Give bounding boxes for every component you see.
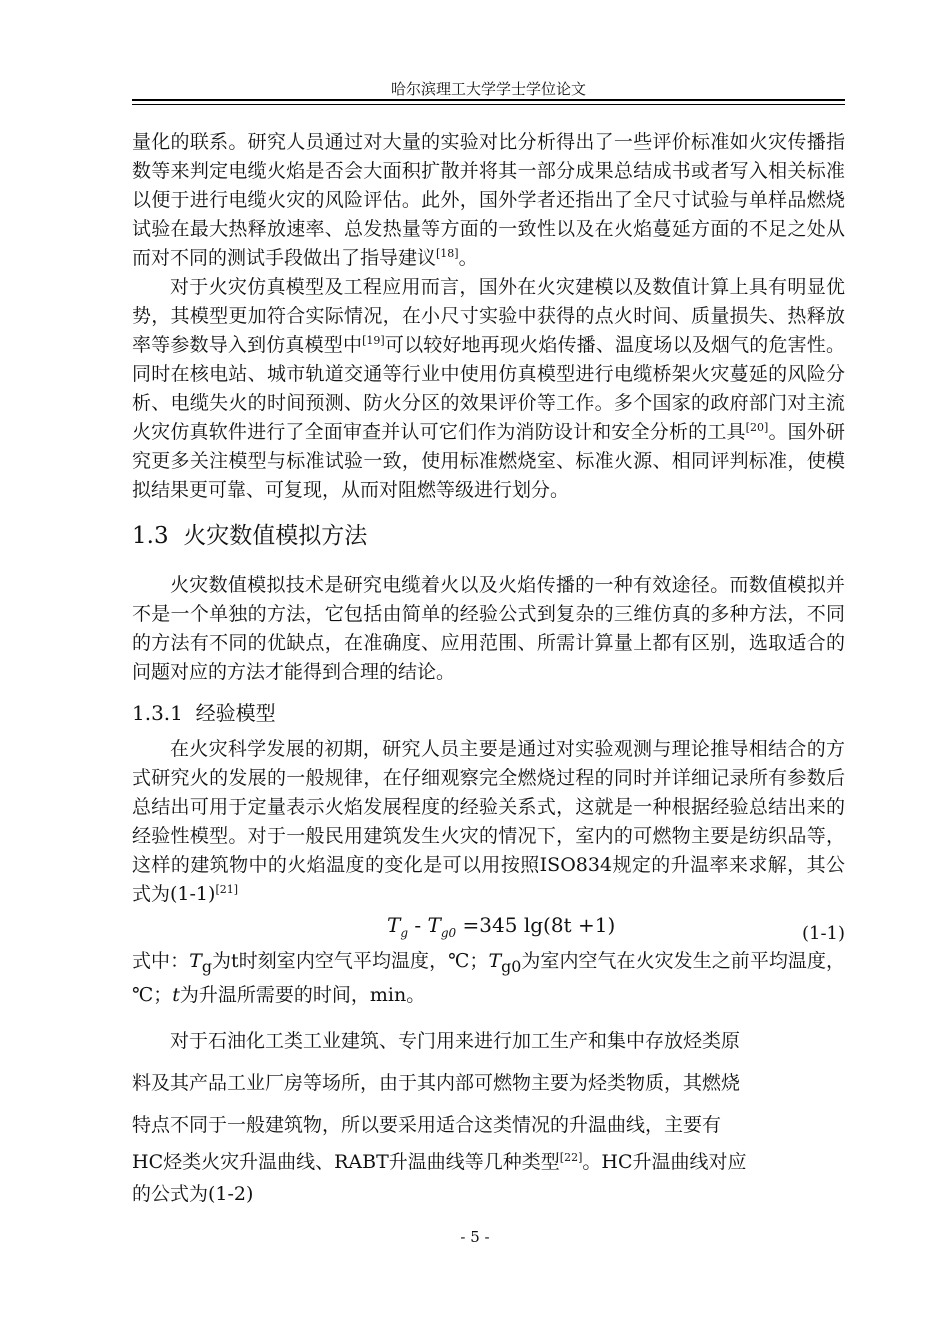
paragraph-4 (132, 735, 845, 909)
paragraph-3: 火灾数值模拟技术是研究电缆着火以及火焰传播的一种有效途径。而数值模拟并不是一个单独的方法，它包括由简单的经验公式到复杂的三维仿真的多种方法，不同的方法有不同的优缺点，在准确度、应用范围、所需计算量上都有区别，选取适合的问题对应的方法才能得到合理的结论。 (132, 574, 845, 683)
page-body (132, 128, 845, 1210)
paragraph-6-line-4-tail: 。HC升温曲线对应 (582, 1150, 747, 1173)
var-tg-sub: g (201, 956, 212, 976)
paragraph-6-line-5: 的公式为(1-2) (132, 1182, 254, 1205)
section-number: 1.3 (132, 523, 169, 549)
citation-20: [20] (745, 421, 769, 434)
paragraph-6-line-4 (132, 1146, 845, 1178)
equation-number: (1-1) (801, 923, 845, 944)
paragraph-5 (132, 947, 845, 1010)
paragraph-2 (132, 273, 845, 505)
section-heading-1-3 (132, 519, 845, 553)
var-tg-desc: 为t时刻室内空气平均温度，℃； (211, 950, 489, 972)
var-tg0-desc: 为室内空气在火灾发生之前平均温度，℃； (132, 950, 845, 1006)
citation-18: [18] (436, 247, 459, 260)
citation-21: [21] (215, 883, 239, 896)
paragraph-1-tail: 。 (458, 247, 478, 269)
subsection-number: 1.3.1 (132, 701, 183, 725)
eq-var-t2: T (427, 913, 441, 937)
citation-19: [19] (362, 334, 385, 347)
eq-sub-g0: g0 (440, 926, 457, 940)
eq-minus: - (408, 913, 428, 937)
paragraph-2-b: 可以较好地再现火焰传播、温度场以及烟气的危害性。同时在核电站、城市轨道交通等行业中使用仿真模型进行电缆桥架火灾蔓延的风险分析、电缆失火的时间预测、防火分区的效果评价等工作。多个国家的政府部门对主流火灾仿真软件进行了全面审查并认可它们作为消防设计和安全分析的工具 (132, 334, 845, 443)
eq-sub-g: g (400, 926, 409, 940)
paragraph-2-c: 。国外研究更多关注模型与标准试验一致，使用标准燃烧室、标准火源、相同评判标准，使模拟结果更可靠、可复现，从而对阻燃等级进行划分。 (132, 421, 845, 501)
paragraph-6-line-4-text: HC烃类火灾升温曲线、RABT升温曲线等几种类型 (132, 1150, 560, 1173)
page-number: - 5 - (460, 1228, 490, 1246)
var-t: t (172, 983, 180, 1006)
paragraph-2-a: 对于火灾仿真模型及工程应用而言，国外在火灾建模以及数值计算上具有明显优势，其模型更加符合实际情况，在小尺寸实验中获得的点火时间、质量损失、热释放率等参数导入到仿真模型中 (132, 276, 845, 356)
paragraph-6-line-2: 料及其产品工业厂房等场所，由于其内部可燃物主要为烃类物质，其燃烧 (132, 1071, 741, 1094)
var-t-desc: 为升温所需要的时间，min。 (179, 983, 426, 1006)
equation-1-1 (132, 911, 845, 947)
var-tg0-sub: g0 (501, 956, 522, 976)
section-title: 火灾数值模拟方法 (183, 523, 368, 549)
equation-expression (387, 913, 615, 940)
paragraph-1-text: 量化的联系。研究人员通过对大量的实验对比分析得出了一些评价标准如火灾传播指数等来判定电缆火焰是否会大面积扩散并将其一部分成果总结成书或者写入相关标准以便于进行电缆火灾的风险评估。此外，国外学者还指出了全尺寸试验与单样品燃烧试验在最大热释放速率、总发热量等方面的一致性以及在火焰蔓延方面的不足之处从而对不同的测试手段做出了指导建议 (132, 131, 845, 269)
header-rule-thin (132, 104, 845, 105)
eq-var-t: T (387, 913, 401, 937)
paragraph-6-line-3: 特点不同于一般建筑物，所以要采用适合这类情况的升温曲线，主要有 (132, 1113, 722, 1136)
var-tg: T (189, 950, 202, 972)
paragraph-4-text: 在火灾科学发展的初期，研究人员主要是通过对实验观测与理论推导相结合的方式研究火的发展的一般规律，在仔细观察完全燃烧过程的同时并详细记录所有参数后总结出可用于定量表示火焰发展程度的经验关系式，这就是一种根据经验总结出来的经验性模型。对于一般民用建筑发生火灾的情况下，室内的可燃物主要是纺织品等，这样的建筑物中的火焰温度的变化是可以用按照ISO834规定的升温率来求解，其公式为(1-1) (132, 738, 845, 905)
where-lead: 式中： (132, 950, 190, 972)
subsection-heading-1-3-1 (132, 697, 845, 729)
subsection-title: 经验模型 (195, 701, 276, 725)
paragraph-1 (132, 128, 845, 273)
paragraph-6-line-1: 对于石油化工类工业建筑、专门用来进行加工生产和集中存放烃类原 (170, 1029, 741, 1052)
header-rule-thick (132, 99, 845, 101)
var-tg0: T (488, 950, 502, 972)
eq-rhs: =345 lg(8t +1) (456, 913, 616, 937)
running-header: 哈尔滨理工大学学士学位论文 (390, 80, 586, 98)
citation-22: [22] (559, 1150, 583, 1164)
